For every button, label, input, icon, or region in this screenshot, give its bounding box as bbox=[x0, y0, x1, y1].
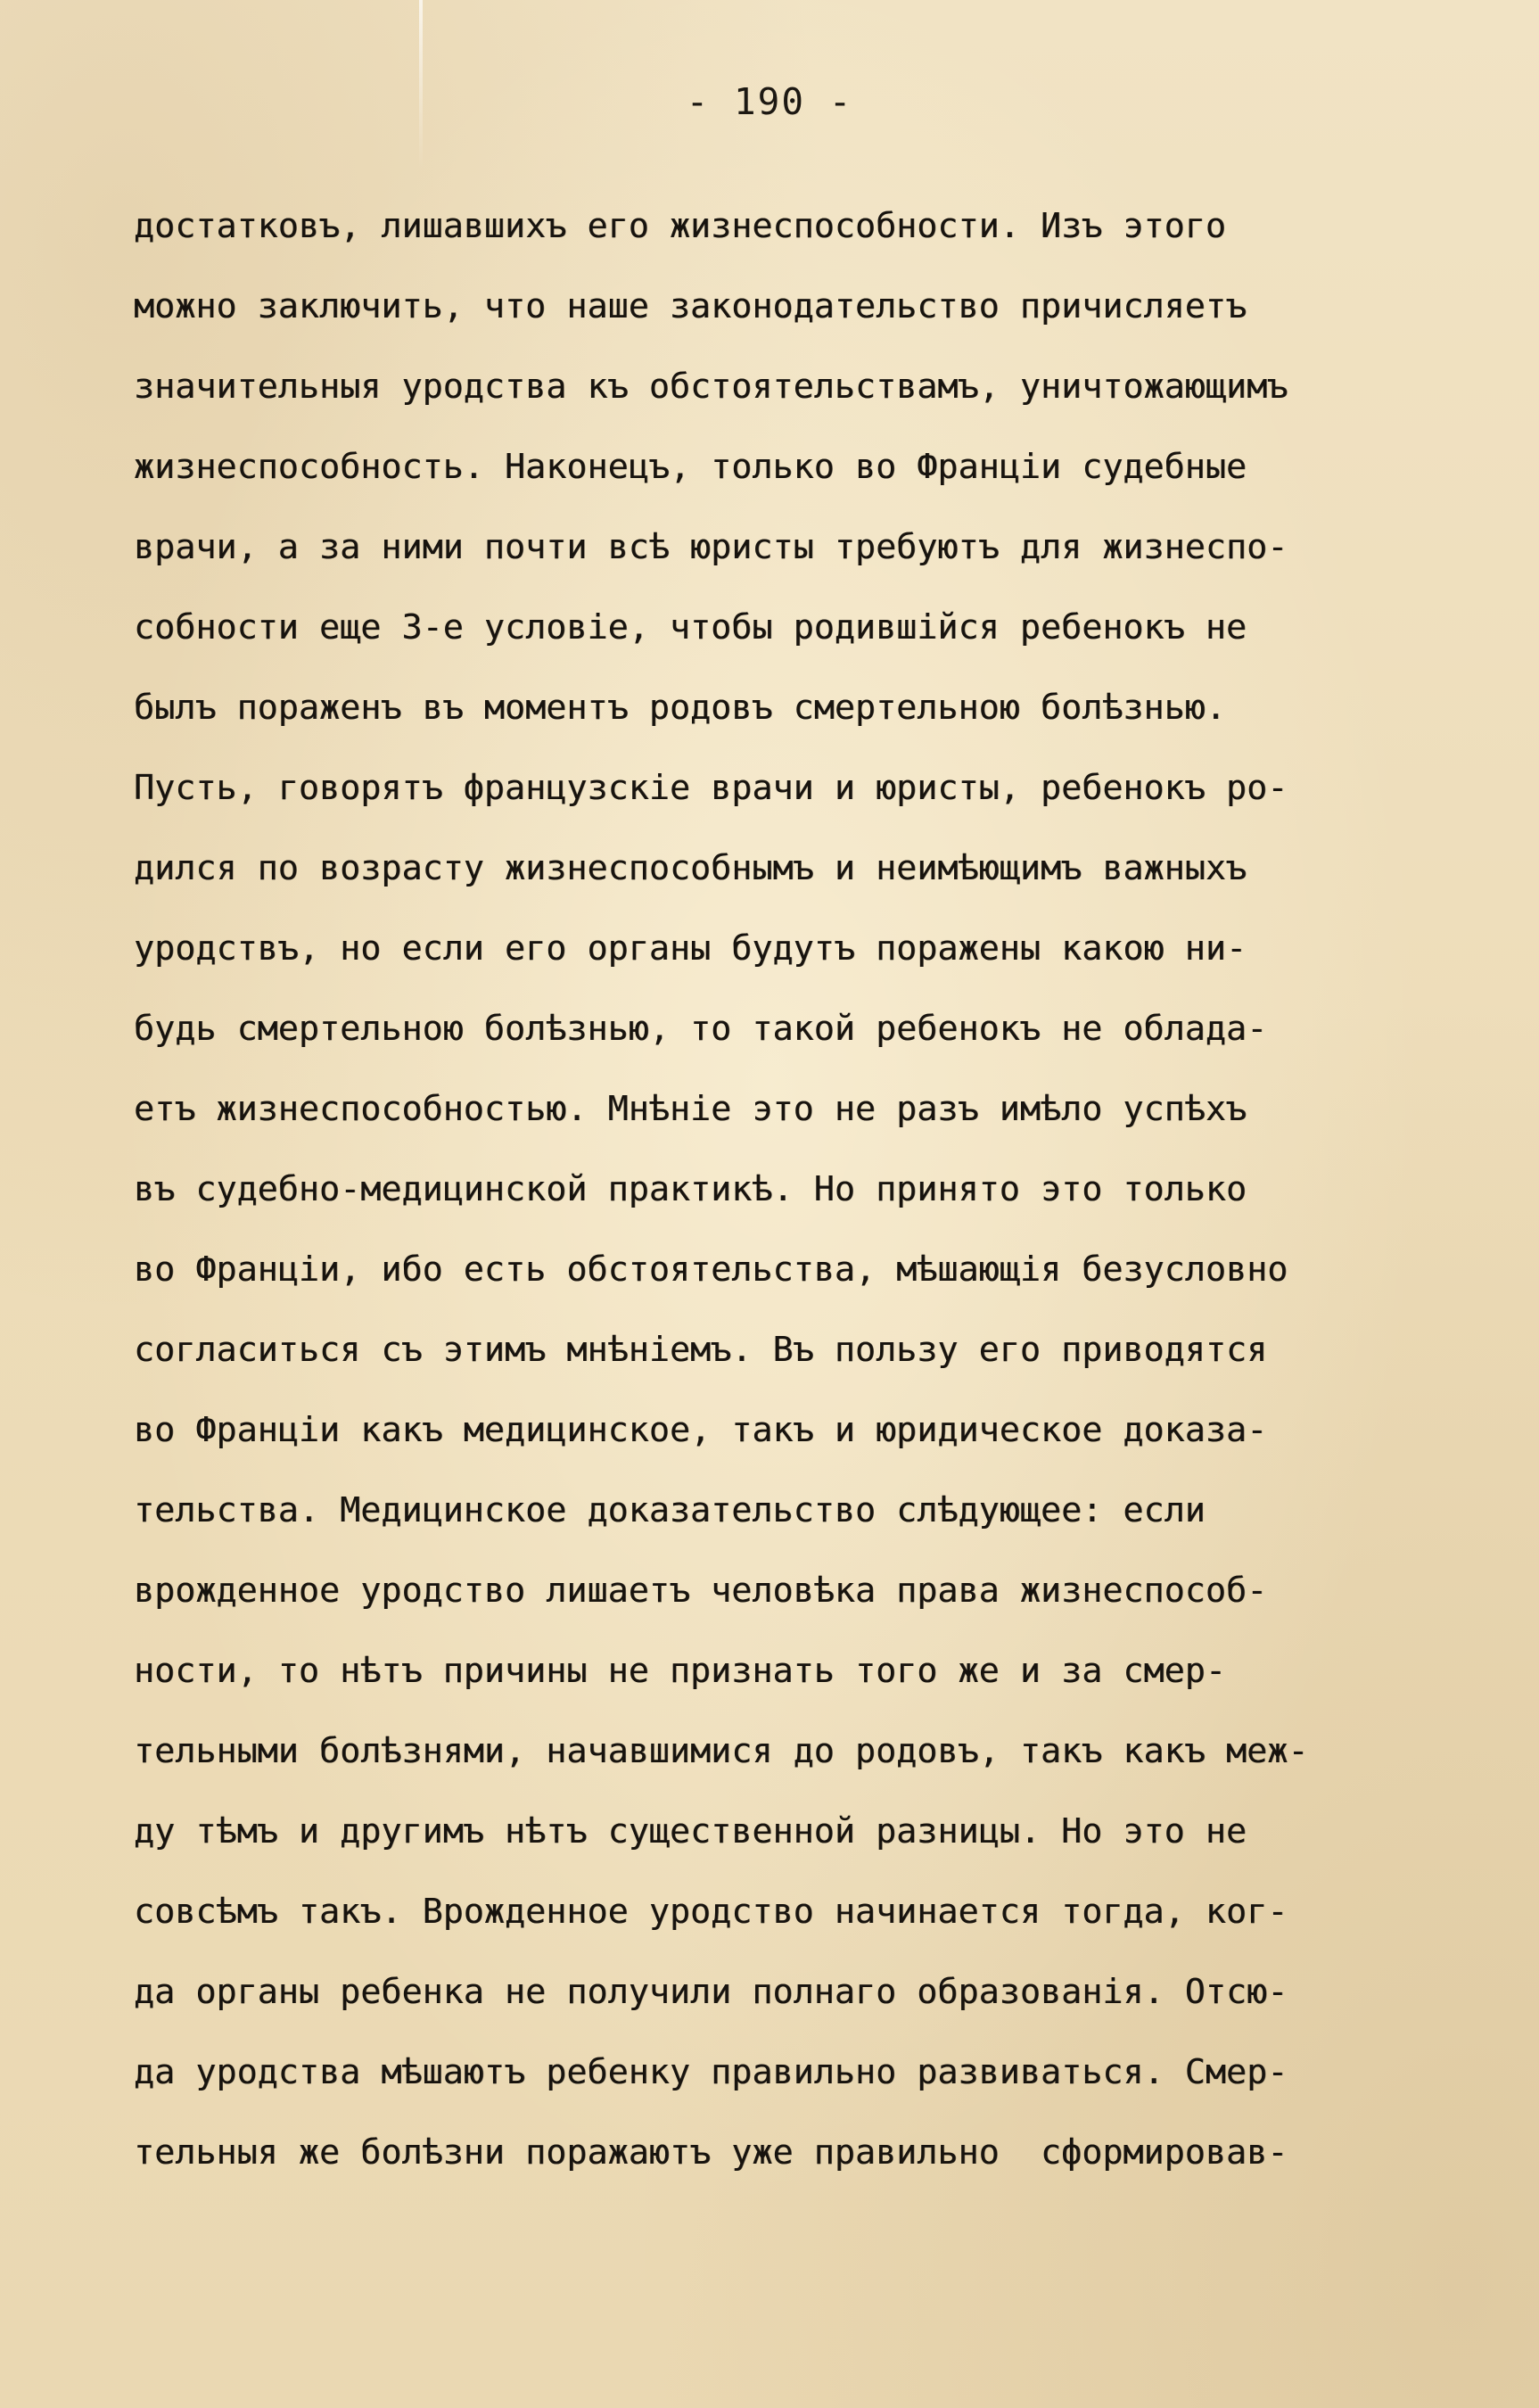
text-line: Пусть, говорятъ французскіе врачи и юристы, ребенокъ ро- bbox=[134, 768, 1288, 808]
text-line: да уродства мѣшаютъ ребенку правильно развиваться. Смер- bbox=[134, 2052, 1288, 2092]
text-line: согласиться съ этимъ мнѣніемъ. Въ пользу его приводятся bbox=[134, 1330, 1268, 1370]
text-line: врачи, а за ними почти всѣ юристы требуютъ для жизнеспо- bbox=[134, 527, 1288, 567]
text-line: тельныя же болѣзни поражаютъ уже правильно сформировав- bbox=[134, 2132, 1288, 2173]
text-line: будь смертельною болѣзнью, то такой ребенокъ не облада- bbox=[134, 1009, 1268, 1049]
text-line: да органы ребенка не получили полнаго образованія. Отсю- bbox=[134, 1972, 1288, 2012]
text-line: во Франціи, ибо есть обстоятельства, мѣшающія безусловно bbox=[134, 1249, 1288, 1290]
text-line: во Франціи какъ медицинское, такъ и юридическое доказа- bbox=[134, 1410, 1268, 1450]
text-line: дился по возрасту жизнеспособнымъ и неимѣющимъ важныхъ bbox=[134, 848, 1247, 888]
text-line: собности еще 3-е условіе, чтобы родившійся ребенокъ не bbox=[134, 607, 1247, 647]
text-line: етъ жизнеспособностью. Мнѣніе это не разъ имѣло успѣхъ bbox=[134, 1089, 1247, 1129]
text-line: тельства. Медицинское доказательство слѣдующее: если bbox=[134, 1490, 1206, 1530]
text-line: совсѣмъ такъ. Врожденное уродство начинается тогда, ког- bbox=[134, 1892, 1288, 1932]
body-text bbox=[134, 194, 1525, 2200]
text-line: можно заключить, что наше законодательство причисляетъ bbox=[134, 286, 1247, 326]
text-line: значительныя уродства къ обстоятельствамъ, уничтожающимъ bbox=[134, 367, 1288, 407]
text-line: былъ пораженъ въ моментъ родовъ смертельною болѣзнью. bbox=[134, 688, 1226, 728]
text-line: достатковъ, лишавшихъ его жизнеспособности. Изъ этого bbox=[134, 206, 1226, 246]
text-line: ду тѣмъ и другимъ нѣтъ существенной разницы. Но это не bbox=[134, 1811, 1247, 1851]
page-number: - 190 - bbox=[686, 80, 853, 123]
text-line: уродствъ, но если его органы будутъ поражены какою ни- bbox=[134, 928, 1247, 969]
text-line: врожденное уродство лишаетъ человѣка права жизнеспособ- bbox=[134, 1571, 1268, 1611]
text-line: въ судебно-медицинской практикѣ. Но принято это только bbox=[134, 1169, 1247, 1209]
text-line: тельными болѣзнями, начавшимися до родовъ, такъ какъ меж- bbox=[134, 1731, 1309, 1771]
text-line: жизнеспособность. Наконецъ, только во Франціи судебные bbox=[134, 447, 1247, 487]
text-line: ности, то нѣтъ причины не признать того же и за смер- bbox=[134, 1651, 1226, 1691]
